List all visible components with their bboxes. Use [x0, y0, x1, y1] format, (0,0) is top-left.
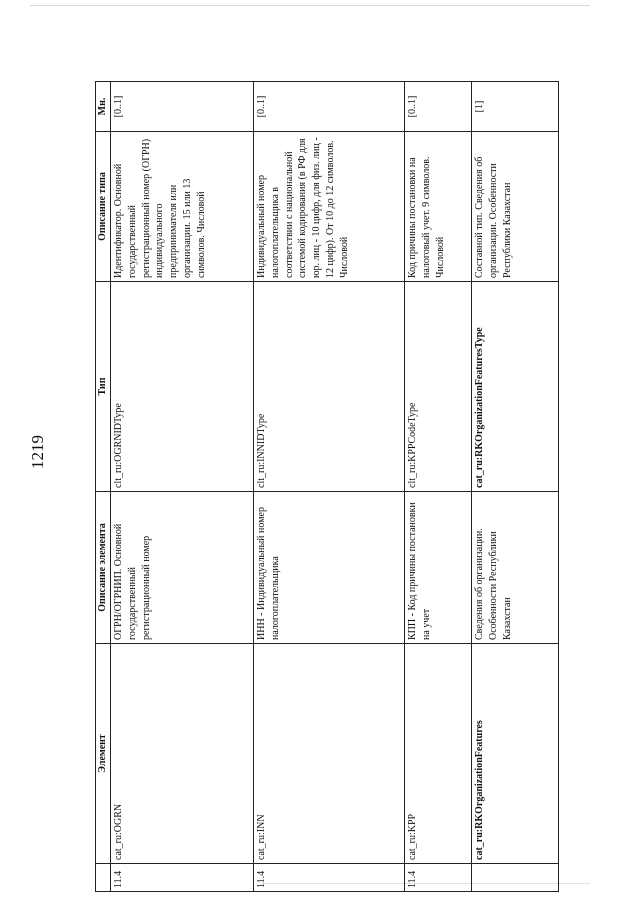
table-row — [254, 82, 405, 892]
table-row — [405, 82, 472, 892]
header-mult: Мн. — [96, 82, 111, 132]
cell-type-desc: Составной тип. Сведения об организации. Особенности Республики Казахстан — [472, 132, 559, 282]
cell-type: cat_ru:RKOrganizationFeaturesType — [472, 282, 559, 492]
cell-element: cat_ru:INN — [254, 644, 405, 864]
cell-type-desc: Идентификатор. Основной государственный регистрационный номер (ОГРН) индивидуального предпринимателя или организации. 15 или 13 символов. Числовой — [111, 132, 254, 282]
cell-element-desc: КПП - Код причины постановки на учет — [405, 492, 472, 644]
cell-type-desc: Индивидуальный номер налогоплательщика в соответствии с национальной системой кодирования (в РФ для юр. лиц - 10 цифр, для физ. лиц - 12 цифр). От 10 до 12 символов. Числовой — [254, 132, 405, 282]
cell-mult: [0..1] — [254, 82, 405, 132]
header-element: Элемент — [96, 644, 111, 864]
cell-num: 11.4 — [111, 864, 254, 892]
cell-type: clt_ru:KPPCodeType — [405, 282, 472, 492]
table-row — [472, 82, 559, 892]
header-element-desc: Описание элемента — [96, 492, 111, 644]
cell-num: 11.4 — [405, 864, 472, 892]
cell-mult: [1] — [472, 82, 559, 132]
header-type: Тип — [96, 282, 111, 492]
cell-element-desc: ИНН - Индивидуальный номер налогоплательщика — [254, 492, 405, 644]
cell-mult: [0..1] — [405, 82, 472, 132]
cell-element: cat_ru:OGRN — [111, 644, 254, 864]
header-num — [96, 864, 111, 892]
table-header-row — [96, 82, 111, 892]
rotated-table-container — [95, 82, 555, 892]
cell-num: 11.4 — [254, 864, 405, 892]
scan-edge-line — [30, 5, 590, 6]
spec-table — [95, 81, 559, 892]
cell-element: cat_ru:KPP — [405, 644, 472, 864]
header-type-desc: Описание типа — [96, 132, 111, 282]
cell-num — [472, 864, 559, 892]
table-row — [111, 82, 254, 892]
cell-type: clt_ru:OGRNIDType — [111, 282, 254, 492]
cell-mult: [0..1] — [111, 82, 254, 132]
cell-type: clt_ru:INNIDType — [254, 282, 405, 492]
cell-element-desc: ОГРН/ОГРНИП. Основной государственный регистрационный номер — [111, 492, 254, 644]
cell-type-desc: Код причины постановки на налоговый учет. 9 символов. Числовой — [405, 132, 472, 282]
page-number: 1219 — [28, 435, 47, 469]
cell-element-desc: Сведения об организации. Особенности Республики Казахстан — [472, 492, 559, 644]
cell-element: cat_ru:RKOrganizationFeatures — [472, 644, 559, 864]
